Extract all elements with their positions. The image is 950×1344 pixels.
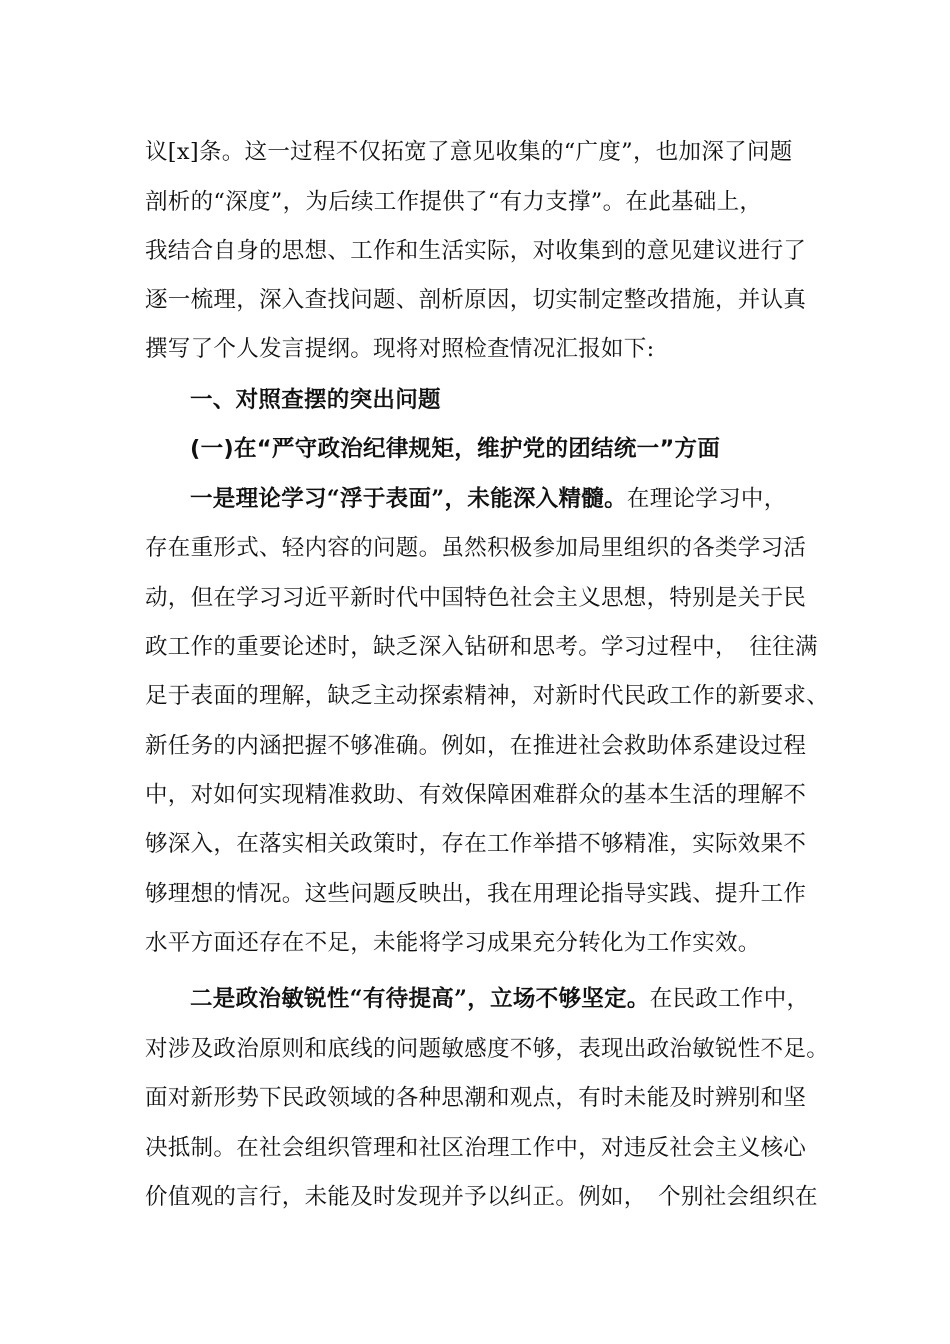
subsection-heading: (一)在“严守政治纪律规矩，维护党的团结统一”方面 [190, 436, 721, 462]
body-line: 撰写了个人发言提纲。现将对照检查情况汇报如下: [145, 336, 655, 362]
body-line: 决抵制。在社会组织管理和社区治理工作中，对违反社会主义核心 [145, 1135, 807, 1161]
paragraph-lead: 二是政治敏锐性“有待提高”，立场不够坚定。 [190, 986, 650, 1012]
body-line: 政工作的重要论述时，缺乏深入钻研和思考。学习过程中， 往往满 [145, 634, 818, 660]
body-line: 对涉及政治原则和底线的问题敏感度不够，表现出政治敏锐性不足。 [145, 1036, 830, 1062]
body-line: 价值观的言行，未能及时发现并予以纠正。例如， 个别社会组织在 [145, 1184, 818, 1210]
body-line: 逐一梳理，深入查找问题、剖析原因，切实制定整改措施，并认真 [145, 287, 807, 313]
body-line: 足于表面的理解，缺乏主动探索精神，对新时代民政工作的新要求、 [145, 683, 830, 709]
body-line: 够理想的情况。这些问题反映出，我在用理论指导实践、提升工作 [145, 881, 807, 907]
paragraph-first-line [190, 979, 840, 1019]
body-line: 动，但在学习习近平新时代中国特色社会主义思想，特别是关于民 [145, 585, 807, 611]
body-line: 议[x]条。这一过程不仅拓宽了意见收集的“广度”，也加深了问题 [145, 139, 793, 165]
paragraph-first-line [190, 479, 840, 519]
paragraph-lead: 一是理论学习“浮于表面”，未能深入精髓。 [190, 486, 627, 512]
body-line: 面对新形势下民政领域的各种思潮和观点，有时未能及时辨别和坚 [145, 1085, 807, 1111]
body-line: 我结合自身的思想、工作和生活实际，对收集到的意见建议进行了 [145, 238, 807, 264]
body-line: 剖析的“深度”，为后续工作提供了“有力支撑”。在此基础上， [145, 189, 763, 215]
body-line: 存在重形式、轻内容的问题。虽然积极参加局里组织的各类学习活 [145, 535, 807, 561]
paragraph-text: 在民政工作中， [649, 986, 810, 1012]
body-line: 中，对如何实现精准救助、有效保障困难群众的基本生活的理解不 [145, 782, 807, 808]
body-line: 新任务的内涵把握不够准确。例如，在推进社会救助体系建设过程 [145, 733, 807, 759]
paragraph-text: 在理论学习中， [626, 486, 787, 512]
section-heading: 一、对照查摆的突出问题 [190, 387, 441, 413]
body-line: 够深入，在落实相关政策时，存在工作举措不够精准，实际效果不 [145, 831, 807, 857]
body-line: 水平方面还存在不足，未能将学习成果充分转化为工作实效。 [145, 930, 761, 956]
